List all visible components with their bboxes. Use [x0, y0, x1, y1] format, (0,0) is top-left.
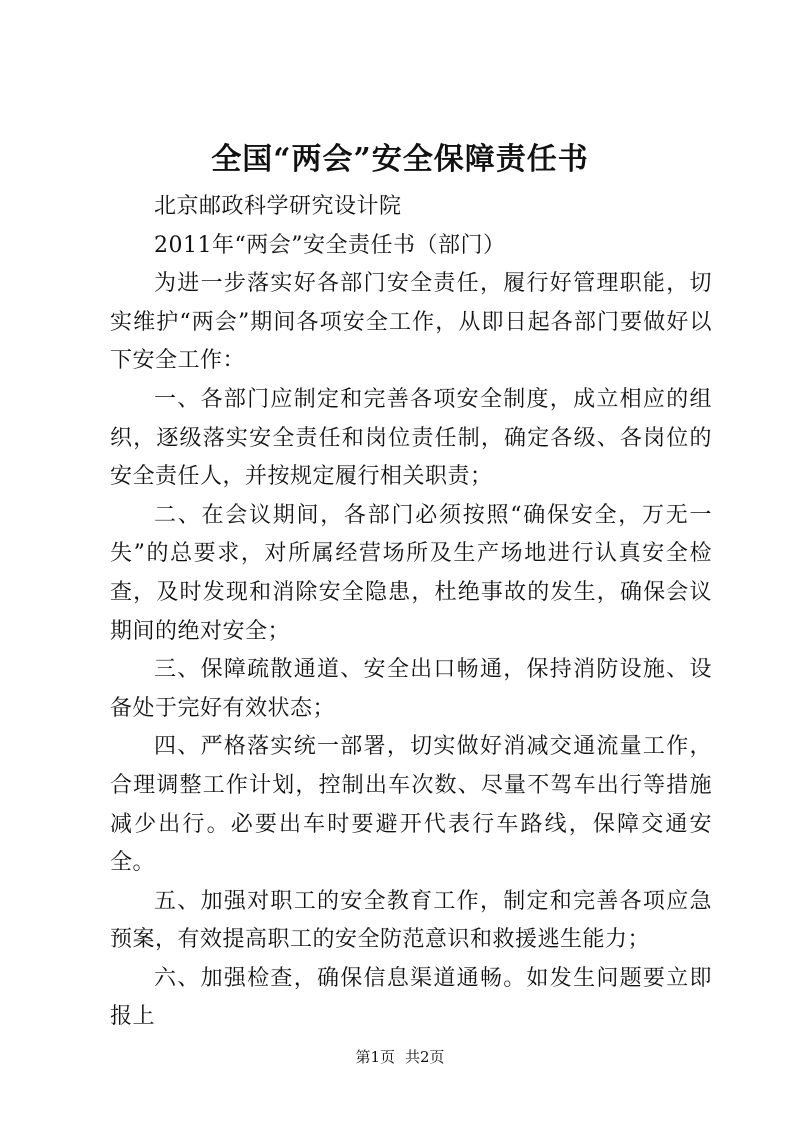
- page-footer: [0, 1047, 800, 1067]
- paragraph-item-1: 一、各部门应制定和完善各项安全制度，成立相应的组织，逐级落实安全责任和岗位责任制，确定各级、各岗位的安全责任人，并按规定履行相关职责；: [110, 386, 712, 490]
- paragraph-item-6: 六、加强检查，确保信息渠道通畅。如发生问题要立即报上: [110, 965, 712, 1030]
- paragraph-organization: 北京邮政科学研究设计院: [154, 194, 402, 219]
- paragraph-item-2: 二、在会议期间，各部门必须按照“确保安全，万无一失”的总要求，对所属经营场所及生产场地进行认真安全检查，及时发现和消除安全隐患，杜绝事故的发生，确保会议期间的绝对安全；: [110, 502, 712, 644]
- paragraph-intro: 为进一步落实好各部门安全责任，履行好管理职能，切实维护“两会”期间各项安全工作，从即日起各部门要做好以下安全工作：: [110, 271, 712, 374]
- document-title: 全国“两会”安全保障责任书: [211, 142, 589, 177]
- paragraph-item-4: 四、严格落实统一部署，切实做好消减交通流量工作，合理调整工作计划，控制出车次数、尽量不驾车出行等措施减少出行。必要出车时要避开代表行车路线，保障交通安全。: [110, 734, 712, 876]
- paragraph-item-3: 三、保障疏散通道、安全出口畅通，保持消防设施、设备处于完好有效状态；: [110, 657, 712, 721]
- document-body: [110, 188, 712, 1037]
- page-number: 第1页: [355, 1048, 395, 1066]
- paragraph-item-5: 五、加强对职工的安全教育工作，制定和完善各项应急预案，有效提高职工的安全防范意识和救援逃生能力；: [110, 888, 712, 953]
- page-total: 共2页: [405, 1048, 445, 1066]
- paragraph-subtitle: 2011年“两会”安全责任书（部门）: [154, 232, 506, 258]
